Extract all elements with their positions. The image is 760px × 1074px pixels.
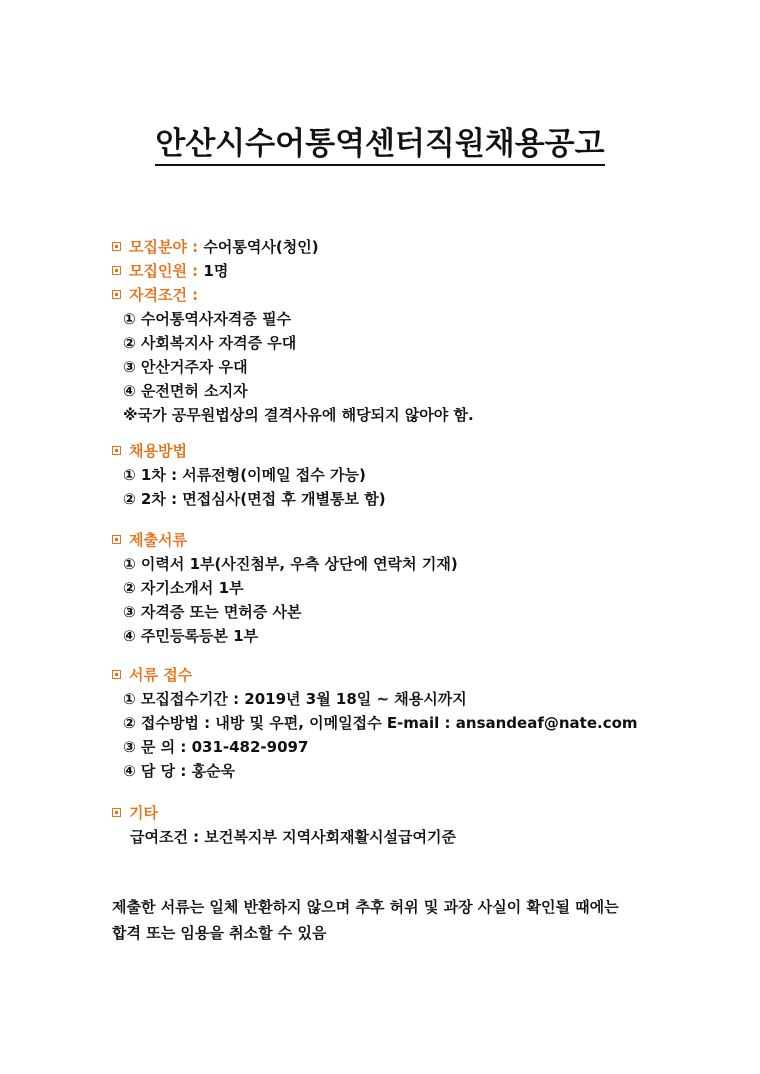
- field-label: 모집분야 :: [129, 238, 199, 256]
- footer-line-1: 제출한 서류는 일체 반환하지 않으며 추후 허위 및 과장 사실이 확인될 때에는: [112, 898, 619, 916]
- list-item: ① 1차 : 서류전형(이메일 접수 가능): [123, 466, 366, 484]
- square-bullet-icon: [112, 242, 121, 251]
- method-heading: 채용방법: [112, 440, 187, 462]
- list-item: ② 접수방법 : 내방 및 우편, 이메일접수 E-mail : ansandeaf@nate.com: [123, 714, 638, 732]
- count-label: 모집인원 :: [129, 262, 199, 280]
- list-item: ③ 문 의 : 031-482-9097: [123, 738, 309, 756]
- count-value: 1명: [203, 262, 229, 280]
- square-bullet-icon: [112, 290, 121, 299]
- list-item: ② 사회복지사 자격증 우대: [123, 334, 297, 352]
- square-bullet-icon: [112, 266, 121, 275]
- list-item: ① 이력서 1부(사진첨부, 우측 상단에 연락처 기재): [123, 555, 458, 573]
- square-bullet-icon: [112, 446, 121, 455]
- list-item: ④ 운전면허 소지자: [123, 382, 248, 400]
- square-bullet-icon: [112, 808, 121, 817]
- list-item: ③ 자격증 또는 면허증 사본: [123, 603, 302, 621]
- field-row: [112, 236, 319, 258]
- docs-heading: 제출서류: [112, 529, 187, 551]
- count-row: [112, 260, 228, 282]
- etc-text: 급여조건 : 보건복지부 지역사회재활시설급여기준: [130, 828, 456, 846]
- list-item: ① 수어통역사자격증 필수: [123, 310, 292, 328]
- square-bullet-icon: [112, 535, 121, 544]
- receipt-heading: 서류 접수: [112, 664, 192, 686]
- page-title: 안산시수어통역센터직원채용공고: [0, 118, 760, 163]
- list-item: ④ 담 당 : 홍순욱: [123, 762, 236, 780]
- list-item: ④ 주민등록등본 1부: [123, 627, 259, 645]
- list-item: ② 자기소개서 1부: [123, 579, 244, 597]
- footer-line-2: 합격 또는 임용을 취소할 수 있음: [112, 924, 327, 942]
- square-bullet-icon: [112, 670, 121, 679]
- list-item: ① 모집접수기간 : 2019년 3월 18일 ~ 채용시까지: [123, 690, 467, 708]
- qualify-heading: 자격조건 :: [112, 284, 198, 306]
- qualify-note: ※국가 공무원법상의 결격사유에 해당되지 않아야 함.: [123, 406, 474, 424]
- list-item: ③ 안산거주자 우대: [123, 358, 248, 376]
- field-value: 수어통역사(청인): [203, 238, 319, 256]
- etc-heading: 기타: [112, 802, 158, 824]
- list-item: ② 2차 : 면접심사(면접 후 개별통보 함): [123, 490, 386, 508]
